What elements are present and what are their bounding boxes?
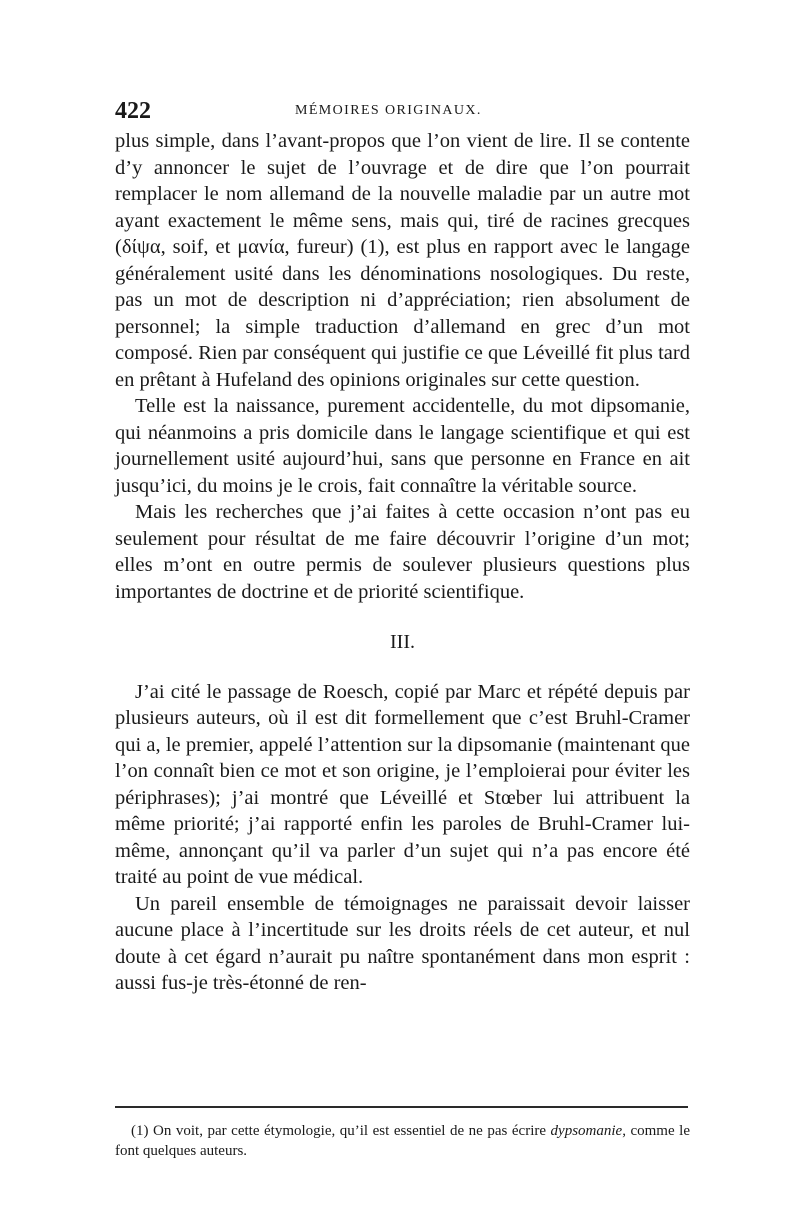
footnote	[115, 1121, 690, 1161]
footnote-text-after: , comme le font quelques auteurs.	[115, 1123, 690, 1159]
section-heading: III.	[390, 631, 415, 653]
page-number: 422	[115, 98, 151, 124]
body-text	[115, 128, 690, 997]
footnote-italic-word: dypsomanie	[550, 1123, 623, 1139]
running-title: MÉMOIRES ORIGINAUX.	[295, 103, 482, 118]
running-head	[115, 98, 690, 128]
footnote-text-before: (1) On voit, par cette étymologie, qu’il est essentiel de ne pas écrire	[131, 1123, 551, 1139]
paragraph-1: plus simple, dans l’avant-propos que l’on vient de lire. Il se contente d’y annoncer le sujet de l’ouvrage et de dire que l’on pourrait remplacer le nom allemand de la nouvelle maladie par un autre mot ayant exactement le même sens, mais qui, tiré de racines grecques (δίψα, soif, et μανία, fureur) (1), est plus en rapport avec le langage généralement usité dans les dénominations nosologiques. Du reste, pas un mot de description ni d’appréciation; rien absolument de personnel; la simple traduction d’allemand en grec d’un mot composé. Rien par conséquent qui justifie ce que Léveillé fit plus tard en prêtant à Hufeland des opinions originales sur cette question.	[115, 130, 690, 391]
paragraph-2: Telle est la naissance, purement accidentelle, du mot dipsomanie, qui néanmoins a pris domicile dans le langage scientifique et qui est journellement usité aujourd’hui, sans que personne en France en ait jusqu’ici, du moins je le crois, fait connaître la véritable source.	[115, 395, 690, 497]
footnote-text	[115, 1121, 690, 1161]
paragraph-5: Un pareil ensemble de témoignages ne paraissait devoir laisser aucune place à l’incertitude sur les droits réels de cet auteur, et nul doute à cet égard n’aurait pu naître spontanément dans mon esprit : aussi fus-je très-étonné de ren-	[115, 892, 690, 994]
paragraph-4: J’ai cité le passage de Roesch, copié par Marc et répété depuis par plusieurs auteurs, où il est dit formellement que c’est Bruhl-Cramer qui a, le premier, appelé l’attention sur la dipsomanie (maintenant que l’on connaît bien ce mot et son origine, je l’emploierai pour éviter les périphrases); j’ai montré que Léveillé et Stœber lui attribuent la même priorité; j’ai rapporté enfin les paroles de Bruhl-Cramer lui-même, annonçant qu’il va parler d’un sujet qui n’a pas encore été traité au point de vue médical.	[115, 680, 690, 888]
paragraph-3: Mais les recherches que j’ai faites à cette occasion n’ont pas eu seulement pour résultat de me faire découvrir l’origine d’un mot; elles m’ont en outre permis de soulever plusieurs questions plus importantes de doctrine et de priorité scientifique.	[115, 501, 690, 603]
footnote-divider	[115, 1106, 688, 1108]
